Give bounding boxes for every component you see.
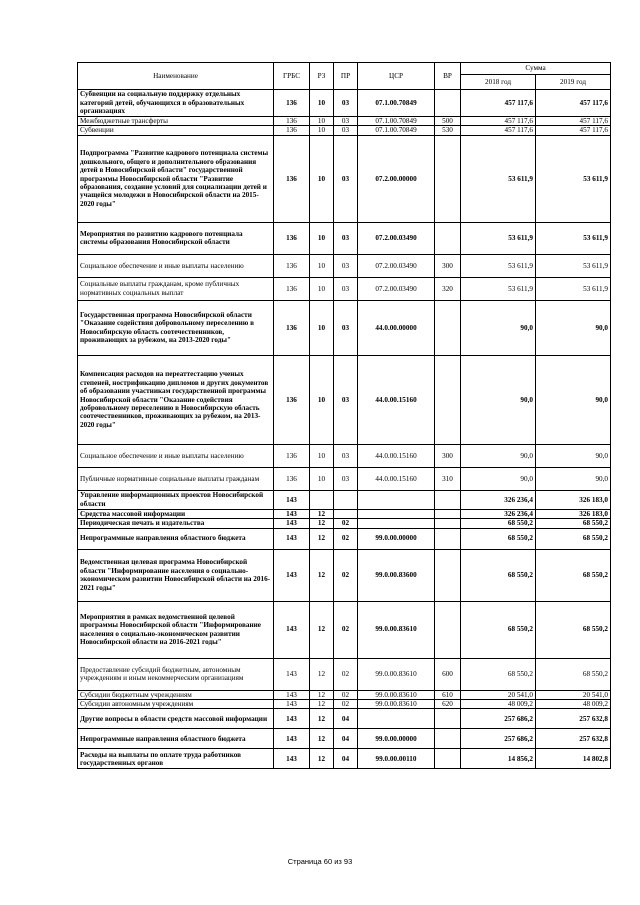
row-pr: 03 — [334, 467, 358, 490]
row-sum-2019: 457 117,6 — [536, 90, 611, 117]
row-grbs: 143 — [274, 549, 310, 601]
table-row — [78, 700, 611, 709]
table-row — [78, 254, 611, 277]
row-grbs: 136 — [274, 126, 310, 135]
row-sum-2018: 68 550,2 — [461, 549, 536, 601]
table-row — [78, 690, 611, 699]
header-2018: 2018 год — [461, 75, 536, 90]
row-csr — [358, 509, 435, 518]
row-name: Средства массовой информации — [78, 509, 274, 518]
row-rz: 12 — [310, 601, 334, 658]
row-vr — [435, 749, 461, 769]
row-vr — [435, 509, 461, 518]
row-sum-2018: 457 117,6 — [461, 126, 536, 135]
table-row — [78, 658, 611, 690]
row-csr: 99.0.00.83610 — [358, 601, 435, 658]
row-grbs: 143 — [274, 528, 310, 549]
table-row — [78, 300, 611, 355]
row-sum-2018: 48 009,2 — [461, 700, 536, 709]
table-row — [78, 126, 611, 135]
row-pr: 02 — [334, 601, 358, 658]
row-csr: 44.0.00.15160 — [358, 444, 435, 467]
row-grbs: 136 — [274, 467, 310, 490]
row-grbs: 136 — [274, 355, 310, 444]
table-row — [78, 222, 611, 254]
row-name: Мероприятия в рамках ведомственной целевой программы Новосибирской области "Информирование населения о социально-экономическом развитии Новосибирской области на 2016-2021 годы" — [78, 601, 274, 658]
row-vr — [435, 222, 461, 254]
row-grbs: 143 — [274, 658, 310, 690]
row-rz: 10 — [310, 117, 334, 126]
row-rz: 10 — [310, 444, 334, 467]
row-csr: 99.0.00.00000 — [358, 729, 435, 749]
row-csr: 07.1.00.70849 — [358, 90, 435, 117]
row-vr: 300 — [435, 254, 461, 277]
row-pr: 02 — [334, 700, 358, 709]
table-row — [78, 135, 611, 222]
row-pr: 03 — [334, 90, 358, 117]
row-pr: 02 — [334, 519, 358, 528]
row-pr: 04 — [334, 749, 358, 769]
row-name: Публичные нормативные социальные выплаты гражданам — [78, 467, 274, 490]
row-vr — [435, 601, 461, 658]
row-sum-2018: 90,0 — [461, 355, 536, 444]
row-sum-2018: 326 236,4 — [461, 509, 536, 518]
row-csr: 07.2.00.03490 — [358, 222, 435, 254]
table-row — [78, 467, 611, 490]
row-sum-2019: 68 550,2 — [536, 549, 611, 601]
table-row — [78, 601, 611, 658]
row-grbs: 136 — [274, 300, 310, 355]
row-name: Субвенции на социальную поддержку отдельных категорий детей, обучающихся в образовательных организациях — [78, 90, 274, 117]
row-sum-2018: 90,0 — [461, 300, 536, 355]
row-name: Субвенции — [78, 126, 274, 135]
row-rz: 12 — [310, 528, 334, 549]
row-rz: 12 — [310, 658, 334, 690]
row-csr — [358, 709, 435, 729]
row-sum-2019: 53 611,9 — [536, 135, 611, 222]
row-csr: 44.0.00.15160 — [358, 355, 435, 444]
row-sum-2018: 68 550,2 — [461, 658, 536, 690]
row-pr — [334, 490, 358, 509]
row-rz: 12 — [310, 749, 334, 769]
row-pr: 03 — [334, 277, 358, 300]
row-vr: 600 — [435, 658, 461, 690]
row-pr: 02 — [334, 528, 358, 549]
row-sum-2019: 90,0 — [536, 300, 611, 355]
table-row — [78, 490, 611, 509]
row-sum-2019: 53 611,9 — [536, 222, 611, 254]
row-name: Непрограммные направления областного бюджета — [78, 729, 274, 749]
row-name: Социальное обеспечение и иные выплаты населению — [78, 444, 274, 467]
row-rz — [310, 490, 334, 509]
table-row — [78, 549, 611, 601]
row-pr: 03 — [334, 444, 358, 467]
row-vr: 310 — [435, 467, 461, 490]
row-csr: 07.1.00.70849 — [358, 126, 435, 135]
row-vr — [435, 355, 461, 444]
row-rz: 10 — [310, 467, 334, 490]
row-vr: 610 — [435, 690, 461, 699]
row-vr: 620 — [435, 700, 461, 709]
row-name: Социальные выплаты гражданам, кроме публичных нормативных социальных выплат — [78, 277, 274, 300]
row-name: Межбюджетные трансферты — [78, 117, 274, 126]
row-rz: 10 — [310, 277, 334, 300]
row-sum-2018: 53 611,9 — [461, 135, 536, 222]
row-pr: 03 — [334, 254, 358, 277]
row-csr: 44.0.00.15160 — [358, 467, 435, 490]
page-number: Страница 60 из 93 — [287, 857, 353, 866]
row-csr: 99.0.00.83610 — [358, 700, 435, 709]
row-grbs: 143 — [274, 729, 310, 749]
row-sum-2018: 53 611,9 — [461, 254, 536, 277]
table-row — [78, 355, 611, 444]
row-csr: 07.2.00.00000 — [358, 135, 435, 222]
row-sum-2018: 326 236,4 — [461, 490, 536, 509]
row-pr: 02 — [334, 690, 358, 699]
row-sum-2019: 68 550,2 — [536, 528, 611, 549]
row-vr — [435, 549, 461, 601]
row-pr: 04 — [334, 729, 358, 749]
header-2019: 2019 год — [536, 75, 611, 90]
table-row — [78, 709, 611, 729]
row-name: Управление информационных проектов Новосибирской области — [78, 490, 274, 509]
header-csr: ЦСР — [358, 63, 435, 90]
row-sum-2018: 90,0 — [461, 444, 536, 467]
row-name: Субсидии бюджетным учреждениям — [78, 690, 274, 699]
row-grbs: 143 — [274, 749, 310, 769]
row-pr: 02 — [334, 549, 358, 601]
row-name: Непрограммные направления областного бюджета — [78, 528, 274, 549]
row-pr: 03 — [334, 300, 358, 355]
row-sum-2019: 457 117,6 — [536, 126, 611, 135]
row-sum-2018: 457 117,6 — [461, 90, 536, 117]
table-row — [78, 509, 611, 518]
row-grbs: 136 — [274, 135, 310, 222]
row-rz: 12 — [310, 519, 334, 528]
row-sum-2018: 68 550,2 — [461, 528, 536, 549]
row-csr — [358, 519, 435, 528]
row-sum-2018: 457 117,6 — [461, 117, 536, 126]
row-name: Периодическая печать и издательства — [78, 519, 274, 528]
row-name: Государственная программа Новосибирской области "Оказание содействия добровольному переселению в Новосибирскую область соотечественников, проживающих за рубежом, на 2013-2020 годы" — [78, 300, 274, 355]
row-rz: 12 — [310, 729, 334, 749]
row-sum-2019: 326 183,0 — [536, 490, 611, 509]
row-sum-2019: 457 117,6 — [536, 117, 611, 126]
row-sum-2018: 257 686,2 — [461, 729, 536, 749]
row-sum-2018: 53 611,9 — [461, 277, 536, 300]
row-pr: 03 — [334, 135, 358, 222]
row-rz: 10 — [310, 222, 334, 254]
row-vr — [435, 729, 461, 749]
row-sum-2018: 14 856,2 — [461, 749, 536, 769]
row-sum-2018: 20 541,0 — [461, 690, 536, 699]
row-grbs: 136 — [274, 277, 310, 300]
row-grbs: 143 — [274, 490, 310, 509]
row-sum-2018: 68 550,2 — [461, 519, 536, 528]
row-rz: 10 — [310, 254, 334, 277]
header-grbs: ГРБС — [274, 63, 310, 90]
row-vr — [435, 490, 461, 509]
row-sum-2018: 53 611,9 — [461, 222, 536, 254]
row-vr: 530 — [435, 126, 461, 135]
row-sum-2019: 53 611,9 — [536, 254, 611, 277]
row-name: Ведомственная целевая программа Новосибирской области "Информирование населения о социально-экономическом развитии Новосибирской области на 2016-2021 годы" — [78, 549, 274, 601]
row-rz: 10 — [310, 126, 334, 135]
row-sum-2019: 14 802,8 — [536, 749, 611, 769]
row-rz: 12 — [310, 700, 334, 709]
row-vr — [435, 300, 461, 355]
row-name: Субсидии автономным учреждениям — [78, 700, 274, 709]
row-sum-2019: 48 009,2 — [536, 700, 611, 709]
row-name: Подпрограмма "Развитие кадрового потенциала системы дошкольного, общего и дополнительного образования детей в Новосибирской области" государственной программы Новосибирской области "Развитие образования, создание условий для социализации детей и учащейся молодежи в Новосибирской области на 2015-2020 годы" — [78, 135, 274, 222]
row-grbs: 136 — [274, 254, 310, 277]
row-pr: 03 — [334, 117, 358, 126]
row-csr: 07.2.00.03490 — [358, 277, 435, 300]
row-sum-2018: 90,0 — [461, 467, 536, 490]
row-csr: 07.2.00.03490 — [358, 254, 435, 277]
row-sum-2019: 90,0 — [536, 355, 611, 444]
table-row — [78, 117, 611, 126]
row-pr — [334, 509, 358, 518]
row-sum-2019: 68 550,2 — [536, 601, 611, 658]
row-sum-2019: 90,0 — [536, 467, 611, 490]
row-rz: 12 — [310, 549, 334, 601]
row-csr: 07.1.00.70849 — [358, 117, 435, 126]
table-row — [78, 528, 611, 549]
budget-table — [77, 62, 611, 769]
row-pr: 03 — [334, 355, 358, 444]
row-grbs: 143 — [274, 509, 310, 518]
row-sum-2018: 257 686,2 — [461, 709, 536, 729]
row-grbs: 136 — [274, 222, 310, 254]
row-grbs: 143 — [274, 601, 310, 658]
row-grbs: 136 — [274, 117, 310, 126]
table-row — [78, 729, 611, 749]
row-sum-2019: 257 632,8 — [536, 709, 611, 729]
table-row — [78, 90, 611, 117]
row-sum-2019: 257 632,8 — [536, 729, 611, 749]
row-pr: 03 — [334, 222, 358, 254]
row-csr: 99.0.00.83600 — [358, 549, 435, 601]
row-sum-2019: 90,0 — [536, 444, 611, 467]
row-rz: 10 — [310, 300, 334, 355]
row-sum-2019: 53 611,9 — [536, 277, 611, 300]
row-vr — [435, 135, 461, 222]
header-pr: ПР — [334, 63, 358, 90]
row-sum-2018: 68 550,2 — [461, 601, 536, 658]
row-rz: 12 — [310, 690, 334, 699]
table-body — [78, 90, 611, 769]
row-csr: 99.0.00.83610 — [358, 658, 435, 690]
header-vr: ВР — [435, 63, 461, 90]
header-sum: Сумма — [461, 63, 611, 75]
row-grbs: 143 — [274, 700, 310, 709]
row-csr: 99.0.00.83610 — [358, 690, 435, 699]
row-vr: 300 — [435, 444, 461, 467]
row-vr — [435, 519, 461, 528]
row-name: Компенсация расходов на переаттестацию ученых степеней, нострификацию дипломов и других документов об образовании участникам государственной программы Новосибирской области "Оказание содействия добровольному переселению в Новосибирскую область соотечественников, проживающих за рубежом, на 2013-2020 годы" — [78, 355, 274, 444]
header-name: Наименование — [78, 63, 274, 90]
row-sum-2019: 68 550,2 — [536, 519, 611, 528]
row-vr — [435, 709, 461, 729]
row-csr: 99.0.00.00110 — [358, 749, 435, 769]
row-name: Предоставление субсидий бюджетным, автономным учреждениям и иным некоммерческим организациям — [78, 658, 274, 690]
row-grbs: 136 — [274, 444, 310, 467]
row-sum-2019: 326 183,0 — [536, 509, 611, 518]
row-rz: 12 — [310, 509, 334, 518]
row-name: Расходы на выплаты по оплате труда работников государственных органов — [78, 749, 274, 769]
row-pr: 02 — [334, 658, 358, 690]
row-pr: 04 — [334, 709, 358, 729]
row-rz: 10 — [310, 355, 334, 444]
row-vr — [435, 90, 461, 117]
row-name: Другие вопросы в области средств массовой информации — [78, 709, 274, 729]
row-vr: 320 — [435, 277, 461, 300]
row-grbs: 143 — [274, 690, 310, 699]
row-sum-2019: 20 541,0 — [536, 690, 611, 699]
row-rz: 12 — [310, 709, 334, 729]
row-sum-2019: 68 550,2 — [536, 658, 611, 690]
row-name: Мероприятия по развитию кадрового потенциала системы образования Новосибирской области — [78, 222, 274, 254]
row-csr: 44.0.00.00000 — [358, 300, 435, 355]
row-pr: 03 — [334, 126, 358, 135]
row-grbs: 143 — [274, 519, 310, 528]
header-rz: РЗ — [310, 63, 334, 90]
row-vr: 500 — [435, 117, 461, 126]
row-csr — [358, 490, 435, 509]
table-row — [78, 277, 611, 300]
table-row — [78, 519, 611, 528]
row-csr: 99.0.00.00000 — [358, 528, 435, 549]
row-name: Социальное обеспечение и иные выплаты населению — [78, 254, 274, 277]
row-rz: 10 — [310, 135, 334, 222]
row-grbs: 143 — [274, 709, 310, 729]
row-rz: 10 — [310, 90, 334, 117]
row-grbs: 136 — [274, 90, 310, 117]
table-row — [78, 749, 611, 769]
row-vr — [435, 528, 461, 549]
table-row — [78, 444, 611, 467]
